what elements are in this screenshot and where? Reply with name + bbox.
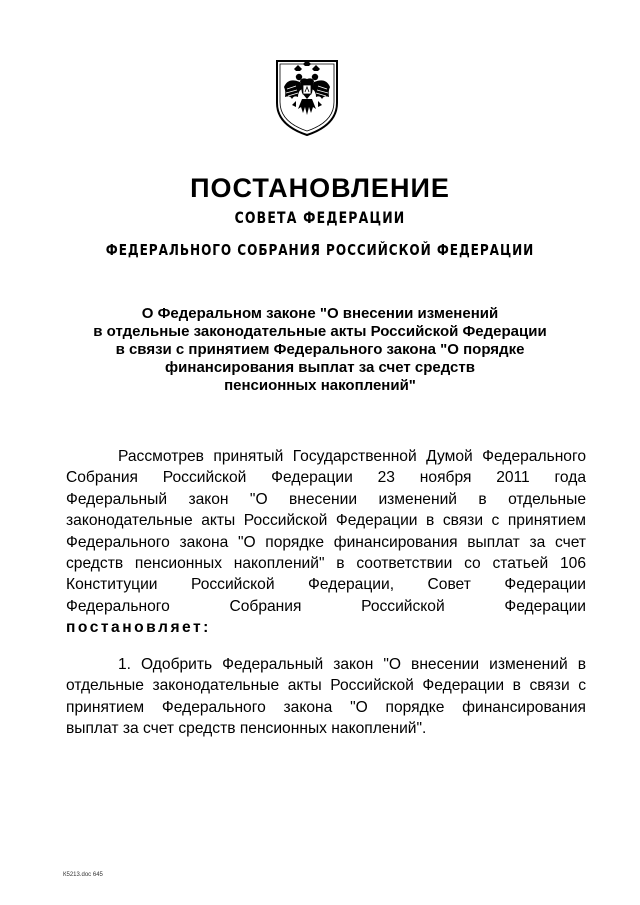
resolution-item-1 — [66, 654, 586, 740]
law-title — [60, 305, 580, 395]
paragraph-line: выплат за счет средств пенсионных накоплений". — [66, 720, 427, 738]
coat-of-arms-emblem — [272, 55, 342, 139]
law-title-line: в отдельные законодательные акты Российской Федерации — [93, 323, 547, 340]
russian-coat-of-arms-icon — [272, 55, 342, 139]
law-title-line: пенсионных накоплений" — [224, 377, 416, 394]
paragraph-line: Федеральный закон "О внесении изменений в отдельные — [66, 490, 586, 508]
preamble-paragraph — [66, 446, 586, 639]
paragraph-line: законодательные акты Российской Федерации в связи с принятием — [66, 512, 586, 530]
paragraph-line: Собрания Российской Федерации 23 ноября 2011 года — [66, 469, 586, 487]
document-code: К5213.doc 645 — [63, 872, 103, 878]
paragraph-line: Федерального закона "О порядке финансирования выплат за счет — [66, 533, 586, 551]
law-title-line: финансирования выплат за счет средств — [165, 359, 475, 376]
issuer-subtitle-line2: ФЕДЕРАЛЬНОГО СОБРАНИЯ РОССИЙСКОЙ ФЕДЕРАЦИИ — [105, 241, 535, 259]
paragraph-line: отдельные законодательные акты Российской Федерации в связи с — [66, 677, 586, 695]
paragraph-line: Конституции Российской Федерации, Совет Федерации — [66, 576, 586, 594]
paragraph-line: Рассмотрев принятый Государственной Думой Федерального — [118, 448, 586, 465]
paragraph-line: принятием Федерального закона "О порядке финансирования — [66, 698, 586, 716]
paragraph-line: 1. Одобрить Федеральный закон "О внесении изменений в — [118, 656, 586, 673]
paragraph-line: Федерального Собрания Российской Федерации — [66, 597, 586, 615]
document-title: ПОСТАНОВЛЕНИЕ — [190, 173, 450, 203]
issuer-subtitle-line1: СОВЕТА ФЕДЕРАЦИИ — [234, 208, 406, 227]
law-title-line: О Федеральном законе "О внесении изменений — [141, 305, 499, 322]
paragraph-line: средств пенсионных накоплений" в соответствии со статьей 106 — [66, 555, 586, 573]
resolves-word: постановляет: — [66, 619, 211, 637]
law-title-line: в связи с принятием Федерального закона "О порядке — [115, 341, 525, 358]
